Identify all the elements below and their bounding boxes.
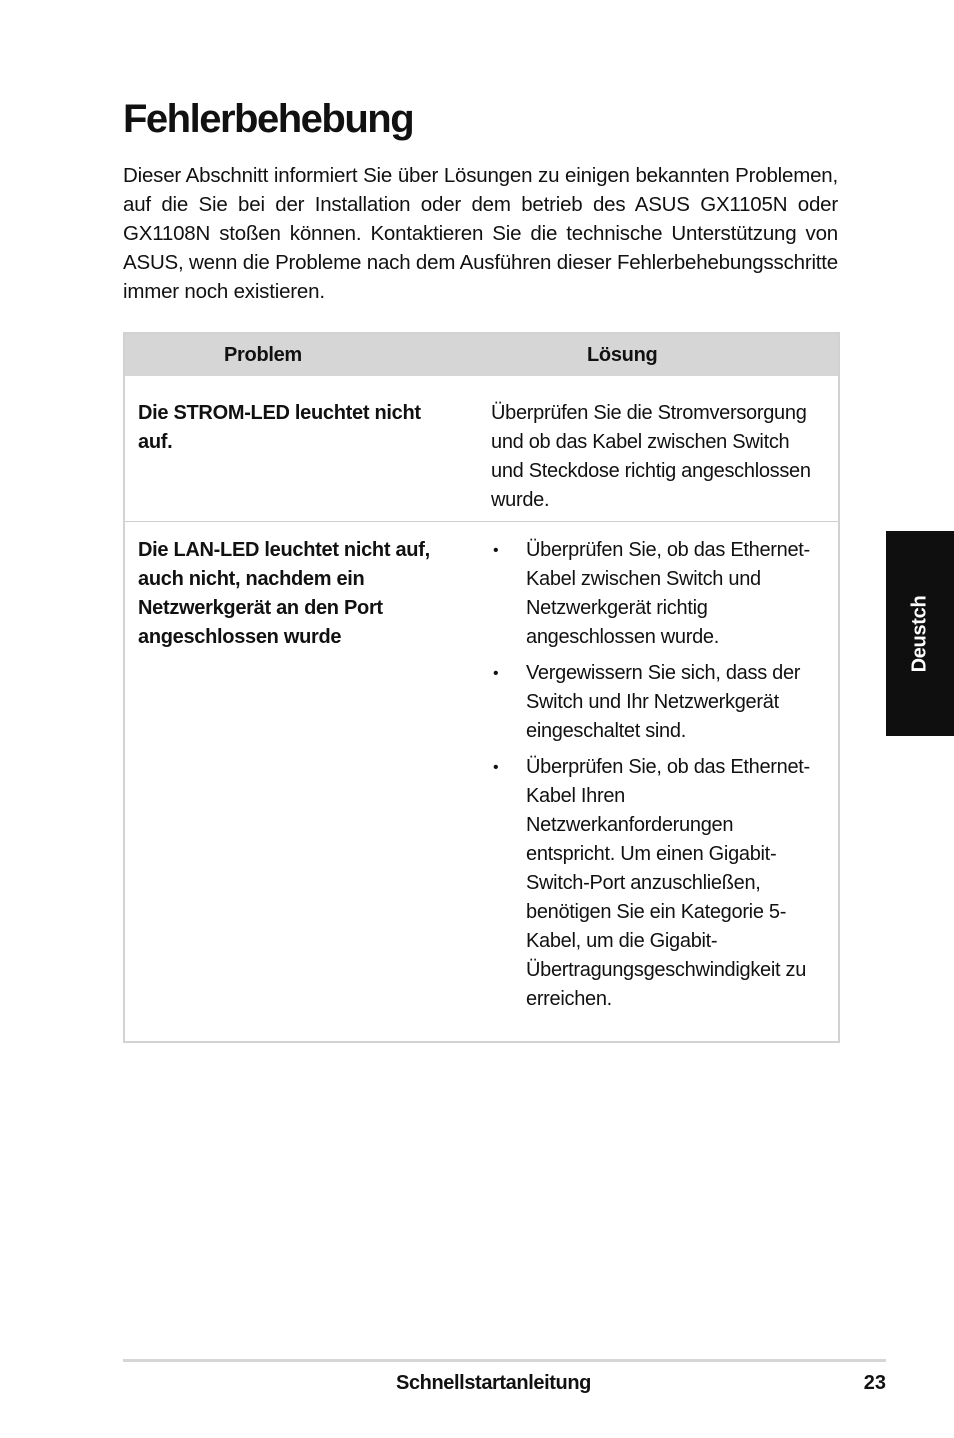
intro-paragraph: Dieser Abschnitt informiert Sie über Lösungen zu einigen bekannten Problemen, auf die Sie bei der Installation oder dem betrieb des ASUS GX1105N oder GX1108N stoßen können. Kontaktieren Sie die technische Unterstützung von ASUS, wenn die Probleme nach dem Ausführen dieser Fehlerbehebungsschritte immer noch existieren. [123, 164, 838, 303]
header-solution: Lösung [467, 333, 839, 376]
problem-cell: Die LAN-LED leuchtet nicht auf, auch nicht, nachdem ein Netzwerkgerät an den Port angeschlossen wurde [138, 539, 430, 648]
list-item [491, 753, 826, 1014]
language-side-tab [886, 531, 954, 736]
list-item [491, 659, 826, 746]
page-title: Fehlerbehebung [123, 97, 414, 141]
solution-cell [467, 376, 839, 522]
table-row [124, 522, 839, 1043]
list-item [491, 536, 826, 652]
header-problem: Problem [124, 333, 467, 376]
bullet-icon: • [493, 759, 499, 776]
language-tab-label: Deustch [908, 595, 931, 672]
solution-cell [467, 522, 839, 1043]
solution-text: Überprüfen Sie die Stromversorgung und ob das Kabel zwischen Switch und Steckdose richtig angeschlossen wurde. [491, 402, 811, 511]
list-item-text: Überprüfen Sie, ob das Ethernet-Kabel zwischen Switch und Netzwerkgerät richtig angeschlossen wurde. [526, 539, 810, 648]
bullet-icon: • [493, 542, 499, 559]
solution-list [491, 536, 826, 1014]
list-item-text: Vergewissern Sie sich, dass der Switch und Ihr Netzwerkgerät eingeschaltet sind. [526, 662, 801, 742]
bullet-icon: • [493, 665, 499, 682]
page-number: 23 [863, 1372, 886, 1394]
table-row [124, 376, 839, 522]
table-header-row [124, 333, 839, 376]
problem-cell: Die STROM-LED leuchtet nicht auf. [124, 376, 467, 522]
troubleshooting-table [123, 332, 840, 1043]
footer-divider [123, 1359, 886, 1362]
footer-title: Schnellstartanleitung [396, 1372, 591, 1394]
list-item-text: Überprüfen Sie, ob das Ethernet-Kabel Ihren Netzwerkanforderungen entspricht. Um einen Gigabit-Switch-Port anzuschließen, benötigen Sie ein Kategorie 5-Kabel, um die Gigabit-Übertragungsgeschwindigkeit zu erreichen. [526, 756, 810, 1010]
